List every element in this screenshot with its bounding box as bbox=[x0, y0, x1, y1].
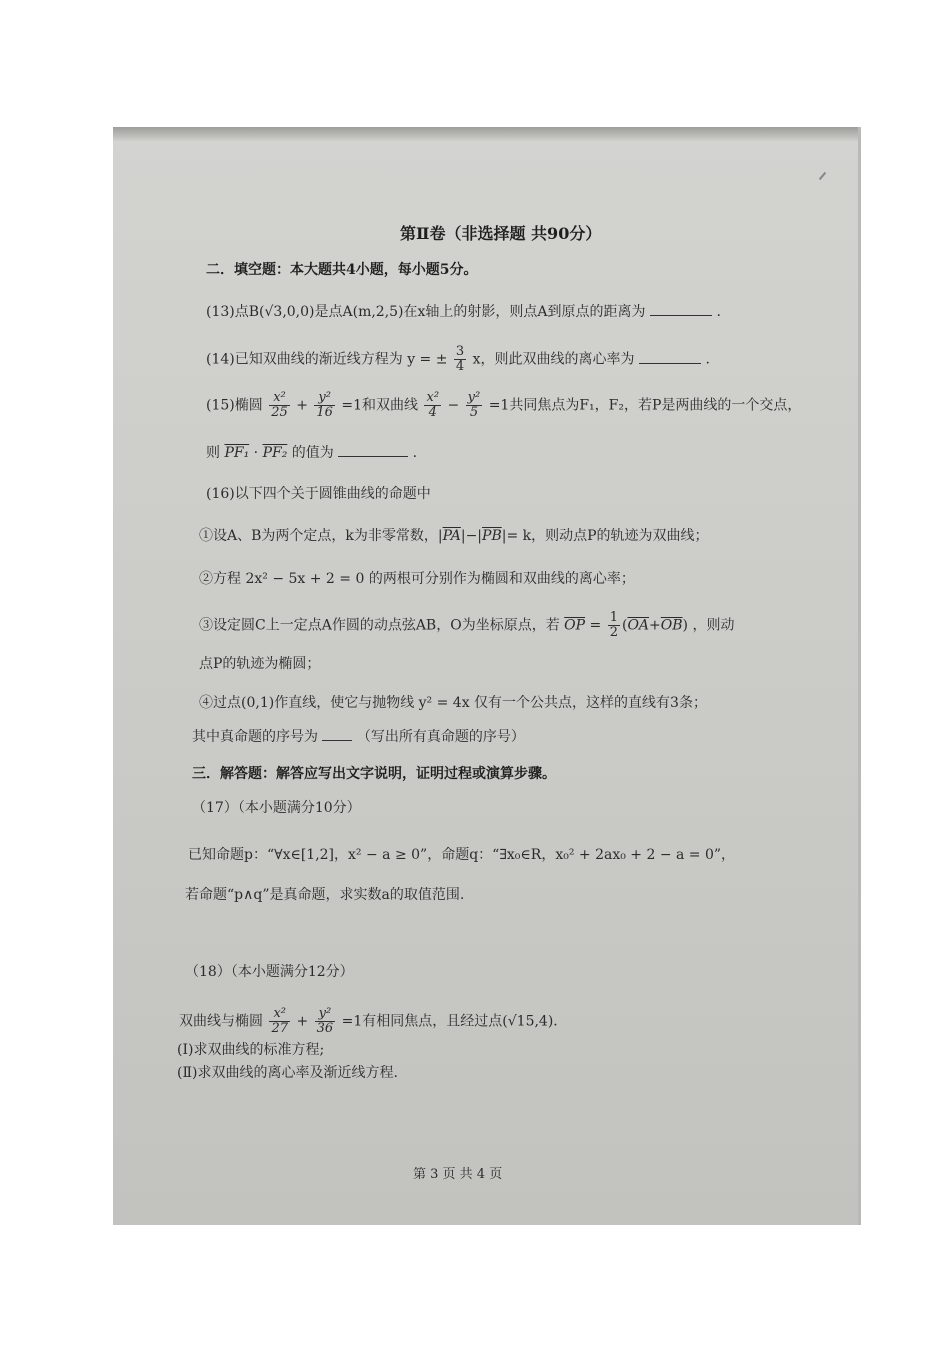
question-18-fraction-1 bbox=[269, 1007, 290, 1036]
question-15 bbox=[206, 391, 801, 420]
question-15-after: =1共同焦点为F₁，F₂，若P是两曲线的一个交点， bbox=[488, 397, 802, 414]
question-16-intro: (16)以下四个关于圆锥曲线的命题中 bbox=[206, 486, 431, 502]
answer-before: 其中真命题的序号为 bbox=[192, 729, 318, 745]
question-16-item-2: ②方程 2x² − 5x + 2 = 0 的两根可分别作为椭圆和双曲线的离心率； bbox=[199, 571, 635, 587]
section-2-heading: 二．填空题：本大题共4小题，每小题5分。 bbox=[206, 262, 478, 278]
section-3-heading: 三．解答题：解答应写出文字说明，证明过程或演算步骤。 bbox=[192, 766, 556, 782]
fraction-numerator: 3 bbox=[455, 344, 465, 359]
question-13 bbox=[206, 302, 721, 322]
question-14 bbox=[206, 345, 710, 374]
question-15-line2-after: 的值为 bbox=[291, 445, 334, 461]
scan-top-shadow bbox=[113, 127, 861, 141]
question-15-fraction-3 bbox=[424, 391, 441, 420]
vector-ob: $\overline{OB}$ bbox=[660, 617, 683, 634]
vector-pa: $\overline{PA}$ bbox=[442, 528, 461, 544]
question-15-line2-before: 则 bbox=[206, 445, 220, 461]
question-15-line-2 bbox=[206, 443, 417, 463]
exam-paper bbox=[113, 127, 861, 1225]
question-18-part-2: (Ⅱ)求双曲线的离心率及渐近线方程. bbox=[177, 1065, 398, 1081]
fraction-denominator: 36 bbox=[316, 1021, 334, 1036]
minus-sign: − bbox=[447, 397, 460, 414]
question-15-fraction-4 bbox=[466, 391, 483, 420]
fraction-denominator: 5 bbox=[469, 405, 479, 420]
question-14-end: . bbox=[705, 351, 710, 368]
question-17-line-2: 若命题“p∧q”是真命题，求实数a的取值范围. bbox=[185, 887, 465, 903]
scan-mark bbox=[819, 172, 826, 180]
vector-pf1: PF₁ bbox=[224, 445, 250, 461]
fraction-numerator: x² bbox=[426, 390, 440, 405]
vector-pb: $\overline{PB}$ bbox=[482, 528, 502, 544]
question-15-label: (15)椭圆 bbox=[206, 397, 263, 414]
question-15-end: . bbox=[412, 445, 418, 461]
item-1-mid: |−| bbox=[460, 528, 483, 544]
fraction-numerator: x² bbox=[269, 1007, 290, 1022]
question-15-answer-blank bbox=[338, 456, 408, 457]
vector-pf2: PF₂ bbox=[262, 445, 288, 461]
question-17-line-1: 已知命题p：“∀x∈[1,2]，x² − a ≥ 0”，命题q：“∃x₀∈R，x₀² + 2ax₀ + 2 − a = 0”， bbox=[188, 847, 736, 863]
question-15-fraction-1 bbox=[269, 391, 290, 420]
question-18-statement bbox=[179, 1007, 567, 1036]
question-17-header: （17）（本小题满分10分） bbox=[192, 800, 361, 816]
question-15-mid: =1和双曲线 bbox=[341, 397, 419, 414]
paren-close: ) bbox=[682, 617, 689, 634]
item-3-before: ③设定圆C上一定点A作圆的动点弦AB，O为坐标原点，若 bbox=[199, 617, 560, 634]
question-13-text: (13)点B(√3,0,0)是点A(m,2,5)在x轴上的射影，则点A到原点的距离为 bbox=[206, 304, 646, 320]
scan-right-edge bbox=[858, 127, 861, 1225]
vector-op: $\overline{OP}$ bbox=[564, 617, 586, 634]
question-18-header: （18）（本小题满分12分） bbox=[185, 964, 354, 980]
fraction-numerator: y² bbox=[315, 1007, 336, 1022]
question-14-before: (14)已知双曲线的渐近线方程为 y = ± bbox=[206, 351, 448, 368]
fraction-denominator: 2 bbox=[609, 625, 618, 640]
plus-sign: + bbox=[649, 617, 661, 634]
page-number: 第 3 页 共 4 页 bbox=[413, 1167, 503, 1182]
question-16-answer bbox=[192, 727, 525, 747]
fraction-denominator: 27 bbox=[271, 1021, 288, 1036]
question-18-before: 双曲线与椭圆 bbox=[179, 1013, 263, 1030]
vector-oa: $\overline{OA}$ bbox=[627, 617, 650, 634]
fraction-numerator: y² bbox=[467, 390, 481, 405]
equals-sign: = bbox=[589, 617, 602, 634]
question-14-answer-blank bbox=[639, 363, 701, 364]
fraction-denominator: 4 bbox=[428, 405, 437, 420]
question-13-end: . bbox=[716, 304, 721, 320]
plus-sign: + bbox=[296, 1013, 309, 1030]
question-13-answer-blank bbox=[650, 315, 712, 316]
question-14-fraction bbox=[454, 345, 466, 374]
fraction-denominator: 25 bbox=[271, 405, 288, 420]
fraction-denominator: 16 bbox=[316, 405, 333, 420]
question-16-item-1 bbox=[199, 526, 709, 546]
question-16-answer-blank bbox=[322, 740, 352, 741]
question-16-item-3-line-2: 点P的轨迹为椭圆； bbox=[199, 656, 321, 672]
question-16-item-3 bbox=[199, 611, 734, 640]
item-3-fraction bbox=[608, 611, 620, 640]
fraction-numerator: x² bbox=[269, 391, 290, 406]
question-18-part-1: (Ⅰ)求双曲线的标准方程; bbox=[177, 1042, 325, 1058]
answer-after: （写出所有真命题的序号） bbox=[356, 729, 525, 745]
item-1-before: ①设A、B为两个定点，k为非零常数，| bbox=[199, 528, 443, 544]
question-18-after: =1有相同焦点，且经过点(√15,4)． bbox=[341, 1013, 568, 1030]
question-15-fraction-2 bbox=[314, 391, 335, 420]
question-14-after: x，则此双曲线的离心率为 bbox=[472, 351, 635, 368]
dot-operator: · bbox=[253, 445, 259, 461]
fraction-numerator: 1 bbox=[609, 610, 618, 625]
question-18-fraction-2 bbox=[315, 1007, 336, 1036]
page-title: 第Ⅱ卷（非选择题 共90分） bbox=[400, 224, 602, 243]
item-3-after: ，则动 bbox=[692, 617, 735, 634]
fraction-denominator: 4 bbox=[455, 359, 465, 374]
item-1-after: |= k，则动点P的轨迹为双曲线； bbox=[501, 528, 709, 544]
fraction-numerator: y² bbox=[314, 391, 335, 406]
plus-sign: + bbox=[296, 397, 308, 414]
paren-open: ( bbox=[621, 617, 628, 634]
question-16-item-4: ④过点(0,1)作直线，使它与抛物线 y² = 4x 仅有一个公共点，这样的直线有3条； bbox=[199, 695, 707, 711]
